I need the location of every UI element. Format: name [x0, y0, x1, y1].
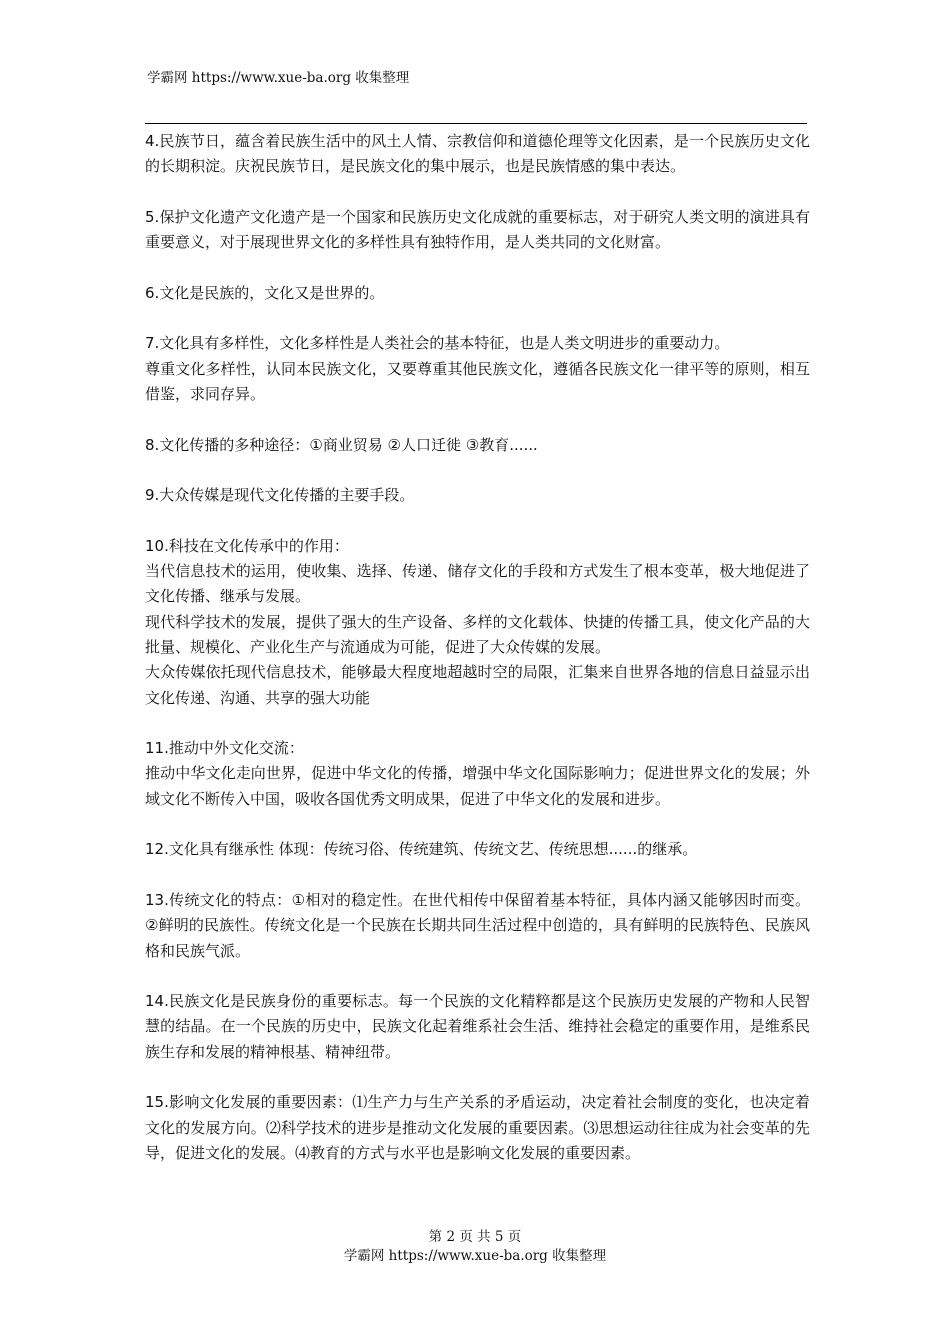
paragraph-9 [145, 483, 810, 508]
paragraph-line: 12.文化具有继承性 体现：传统习俗、传统建筑、传统文艺、传统思想......的继承。 [145, 840, 698, 859]
paragraph-line: 现代科学技术的发展，提供了强大的生产设备、多样的文化载体、快捷的传播工具，使文化产品的大批量、规模化、产业化生产与流通成为可能，促进了大众传媒的发展。 [145, 612, 810, 656]
paragraph-8 [145, 433, 810, 458]
paragraph-line: 9.大众传媒是现代文化传播的主要手段。 [145, 486, 415, 505]
paragraph-line: 4.民族节日，蕴含着民族生活中的风土人情、宗教信仰和道德伦理等文化因素，是一个民族历史文化的长期积淀。庆祝民族节日，是民族文化的集中展示，也是民族情感的集中表达。 [145, 132, 810, 176]
paragraph-line: 5.保护文化遗产文化遗产是一个国家和民族历史文化成就的重要标志，对于研究人类文明的演进具有重要意义，对于展现世界文化的多样性具有独特作用，是人类共同的文化财富。 [145, 207, 810, 252]
paragraph-line: 15.影响文化发展的重要因素：⑴生产力与生产关系的矛盾运动，决定着社会制度的变化，也决定着文化的发展方向。⑵科学技术的进步是推动文化发展的重要因素。⑶思想运动往往成为社会变革的先导，促进文化的发展。⑷教育的方式与水平也是影响文化发展的重要因素。 [145, 1093, 810, 1162]
document-body [145, 129, 810, 1191]
paragraph-line: 尊重文化多样性，认同本民族文化，又要尊重其他民族文化，遵循各民族文化一律平等的原则，相互借鉴，求同存异。 [145, 359, 810, 403]
paragraph-5 [145, 205, 810, 256]
paragraph-line: 8.文化传播的多种途径：①商业贸易 ②人口迁徙 ③教育...... [145, 435, 538, 454]
page-number: 第 2 页 共 5 页 [428, 1229, 522, 1245]
page-header: 学霸网 https://www.xue-ba.org 收集整理 [147, 70, 410, 86]
paragraph-heading: 11.推动中外文化交流： [145, 739, 304, 758]
paragraph-line: 13.传统文化的特点：①相对的稳定性。在世代相传中保留着基本特征，具体内涵又能够因时而变。②鲜明的民族性。传统文化是一个民族在长期共同生活过程中创造的，具有鲜明的民族特色、民族风格和民族气派。 [145, 890, 810, 960]
paragraph-line: 6.文化是民族的，文化又是世界的。 [145, 283, 385, 302]
paragraph-15 [145, 1090, 810, 1166]
paragraph-6 [145, 281, 810, 306]
paragraph-line: 大众传媒依托现代信息技术，能够最大程度地超越时空的局限，汇集来自世界各地的信息日益显示出文化传递、沟通、共享的强大功能 [145, 663, 810, 707]
paragraph-line: 7.文化具有多样性，文化多样性是人类社会的基本特征，也是人类文明进步的重要动力。 [145, 334, 730, 353]
paragraph-11 [145, 736, 810, 812]
paragraph-12 [145, 837, 810, 862]
paragraph-13 [145, 888, 810, 964]
header-divider [145, 123, 807, 124]
paragraph-line: 当代信息技术的运用，使收集、选择、传递、储存文化的手段和方式发生了根本变革，极大地促进了文化传播、继承与发展。 [145, 562, 810, 606]
paragraph-7 [145, 331, 810, 407]
paragraph-heading: 10.科技在文化传承中的作用： [145, 536, 349, 555]
paragraph-10 [145, 534, 810, 711]
footer-site: 学霸网 https://www.xue-ba.org 收集整理 [343, 1248, 607, 1264]
paragraph-line: 推动中华文化走向世界，促进中华文化的传播，增强中华文化国际影响力；促进世界文化的发展；外域文化不断传入中国，吸收各国优秀文明成果，促进了中华文化的发展和进步。 [145, 764, 810, 808]
paragraph-line: 14.民族文化是民族身份的重要标志。每一个民族的文化精粹都是这个民族历史发展的产物和人民智慧的结晶。在一个民族的历史中，民族文化起着维系社会生活、维持社会稳定的重要作用，是维系民族生存和发展的精神根基、精神纽带。 [145, 992, 810, 1061]
paragraph-4 [145, 129, 810, 180]
paragraph-14 [145, 989, 810, 1065]
